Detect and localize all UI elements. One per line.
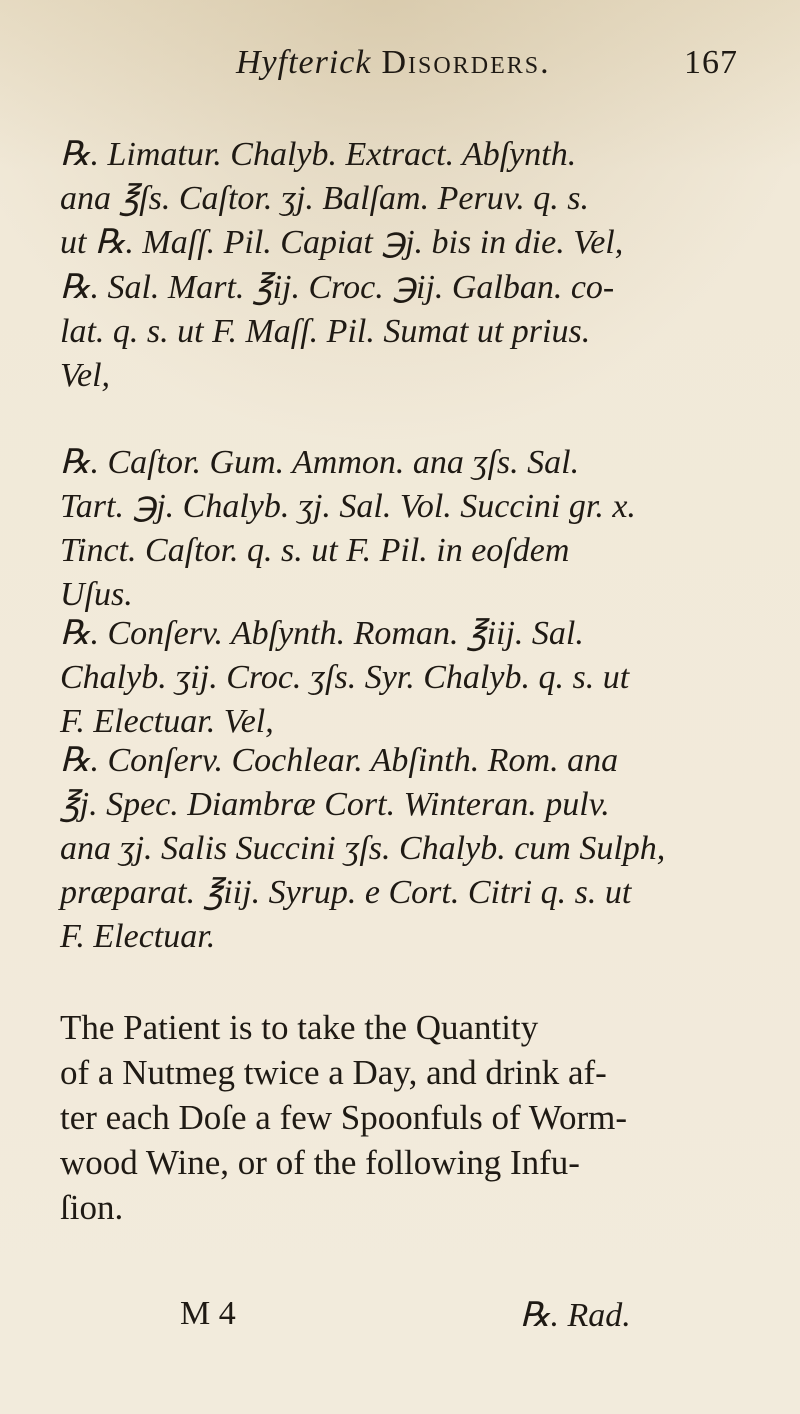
instruction-paragraph: The Patient is to take the Quantity of a Nutmeg twice a Day, and drink af- ter each Doſe a few Spoonfuls of Worm- wood Wine, or of the following Infu- ſion. <box>60 1008 628 1227</box>
header-title-italic: Hyfterick <box>236 44 372 81</box>
recipe-paragraph: ℞. Conſerv. Cochlear. Abſinth. Rom. ana ℥j. Spec. Diambræ Cort. Winteran. pulv. ana ʒj. Salis Succini ʒſs. Chalyb. cum Sulph, præparat. ℥iij. Syrup. e Cort. Citri q. s. ut F. Electuar. <box>60 742 666 955</box>
signature-mark: M 4 <box>180 1295 236 1332</box>
header-title-caps: Disorders. <box>381 44 551 81</box>
catchword: ℞. Rad. <box>520 1297 631 1334</box>
recipe-paragraph: ℞. Limatur. Chalyb. Extract. Abſynth. ana ℥ſs. Caſtor. ʒj. Balſam. Peruv. q. s. ut ℞. Maſſ. Pil. Capiat ℈j. bis in die. Vel, <box>60 136 624 261</box>
page-number: 167 <box>684 44 738 81</box>
recipe-paragraph: ℞. Caſtor. Gum. Ammon. ana ʒſs. Sal. Tart. ℈j. Chalyb. ʒj. Sal. Vol. Succini gr. x. Tinct. Caſtor. q. s. ut F. Pil. in eoſdem Uſus. <box>60 444 636 613</box>
page-footer <box>0 1295 800 1345</box>
recipe-paragraph: ℞. Sal. Mart. ℥ij. Croc. ℈ij. Galban. co- lat. q. s. ut F. Maſſ. Pil. Sumat ut prius. Vel, <box>60 269 615 394</box>
recipe-paragraph: ℞. Conſerv. Abſynth. Roman. ℥iij. Sal. Chalyb. ʒij. Croc. ʒſs. Syr. Chalyb. q. s. ut F. Electuar. Vel, <box>60 615 630 740</box>
running-header <box>236 44 756 98</box>
